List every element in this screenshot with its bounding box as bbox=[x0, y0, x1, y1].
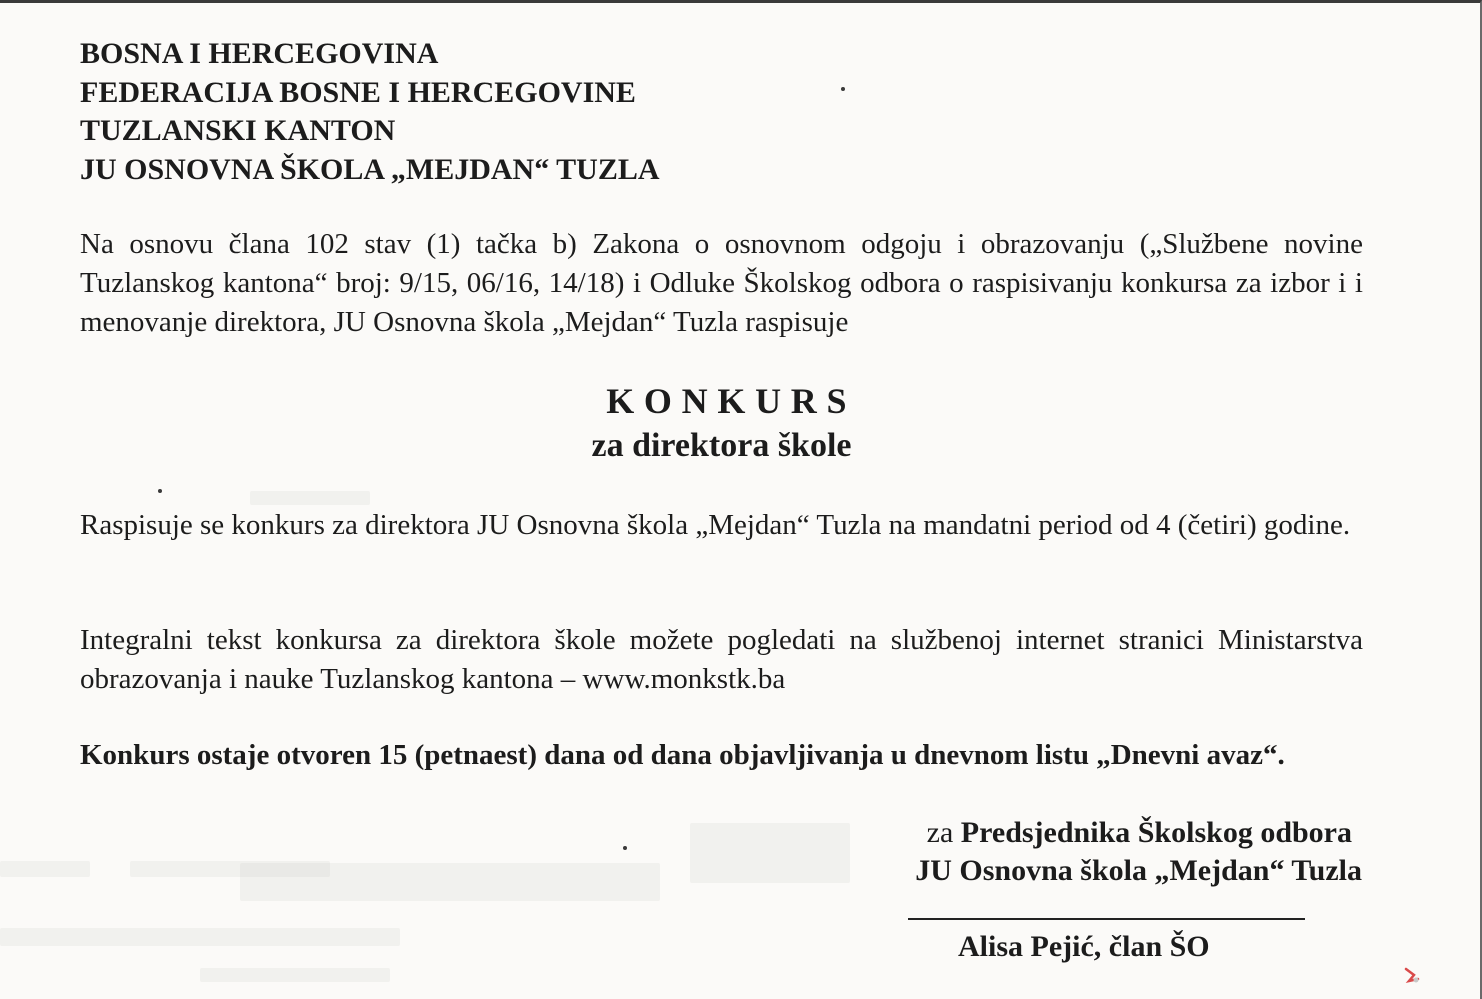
issuing-authority-header bbox=[80, 35, 660, 189]
signature-prefix: za bbox=[926, 816, 954, 849]
signature-line bbox=[908, 918, 1305, 920]
bleed-through-mark bbox=[0, 928, 400, 946]
announcement-paragraph: Raspisuje se konkurs za direktora JU Osnovna škola „Mejdan“ Tuzla na mandatni period od 4 (četiri) godine. bbox=[80, 509, 1351, 541]
signature-institution bbox=[915, 852, 1362, 890]
header-school: JU OSNOVNA ŠKOLA „MEJDAN“ TUZLA bbox=[80, 152, 660, 186]
deadline-paragraph: Konkurs ostaje otvoren 15 (petnaest) dana od dana objavljivanja u dnevnom listu „Dnevni avaz“. bbox=[80, 739, 1285, 771]
scan-speck bbox=[841, 87, 845, 91]
header-country: BOSNA I HERCEGOVINA bbox=[80, 37, 439, 70]
bleed-through-mark bbox=[240, 863, 660, 901]
full-text-paragraph: Integralni tekst konkursa za direktora škole možete pogledati na službenoj internet stranici Ministarstva obrazovanja i nauke Tuzlanskog kantona – www.monkstk.ba bbox=[80, 624, 1363, 695]
signature-role: Predsjednika Školskog odbora bbox=[960, 816, 1352, 849]
header-federation: FEDERACIJA BOSNE I HERCEGOVINE bbox=[80, 75, 636, 109]
signature-institution-text: JU Osnovna škola „Mejdan“ Tuzla bbox=[915, 854, 1362, 887]
bleed-through-mark bbox=[0, 861, 90, 877]
notice-title: KONKURS bbox=[606, 381, 857, 421]
corner-stamp-icon bbox=[1402, 965, 1422, 985]
signature-role-line bbox=[927, 814, 1352, 852]
notice-subtitle: za direktora škole bbox=[591, 427, 852, 464]
bleed-through-mark bbox=[690, 823, 850, 883]
header-canton: TUZLANSKI KANTON bbox=[80, 114, 396, 147]
intro-paragraph: Na osnovu člana 102 stav (1) tačka b) Zakona o osnovnom odgoju i obrazovanju („Službene novine Tuzlanskog kantona“ broj: 9/15, 06/16, 14/18) i Odluke Školskog odbora o raspisivanju konkursa za izbor i i menovanje direktora, JU Osnovna škola „Mejdan“ Tuzla raspisuje bbox=[80, 228, 1363, 338]
signatory-name: Alisa Pejić, član ŠO bbox=[958, 930, 1210, 963]
scan-speck bbox=[623, 846, 627, 850]
bleed-through-mark bbox=[250, 491, 370, 505]
scan-speck bbox=[158, 489, 162, 493]
bleed-through-mark bbox=[200, 968, 390, 982]
